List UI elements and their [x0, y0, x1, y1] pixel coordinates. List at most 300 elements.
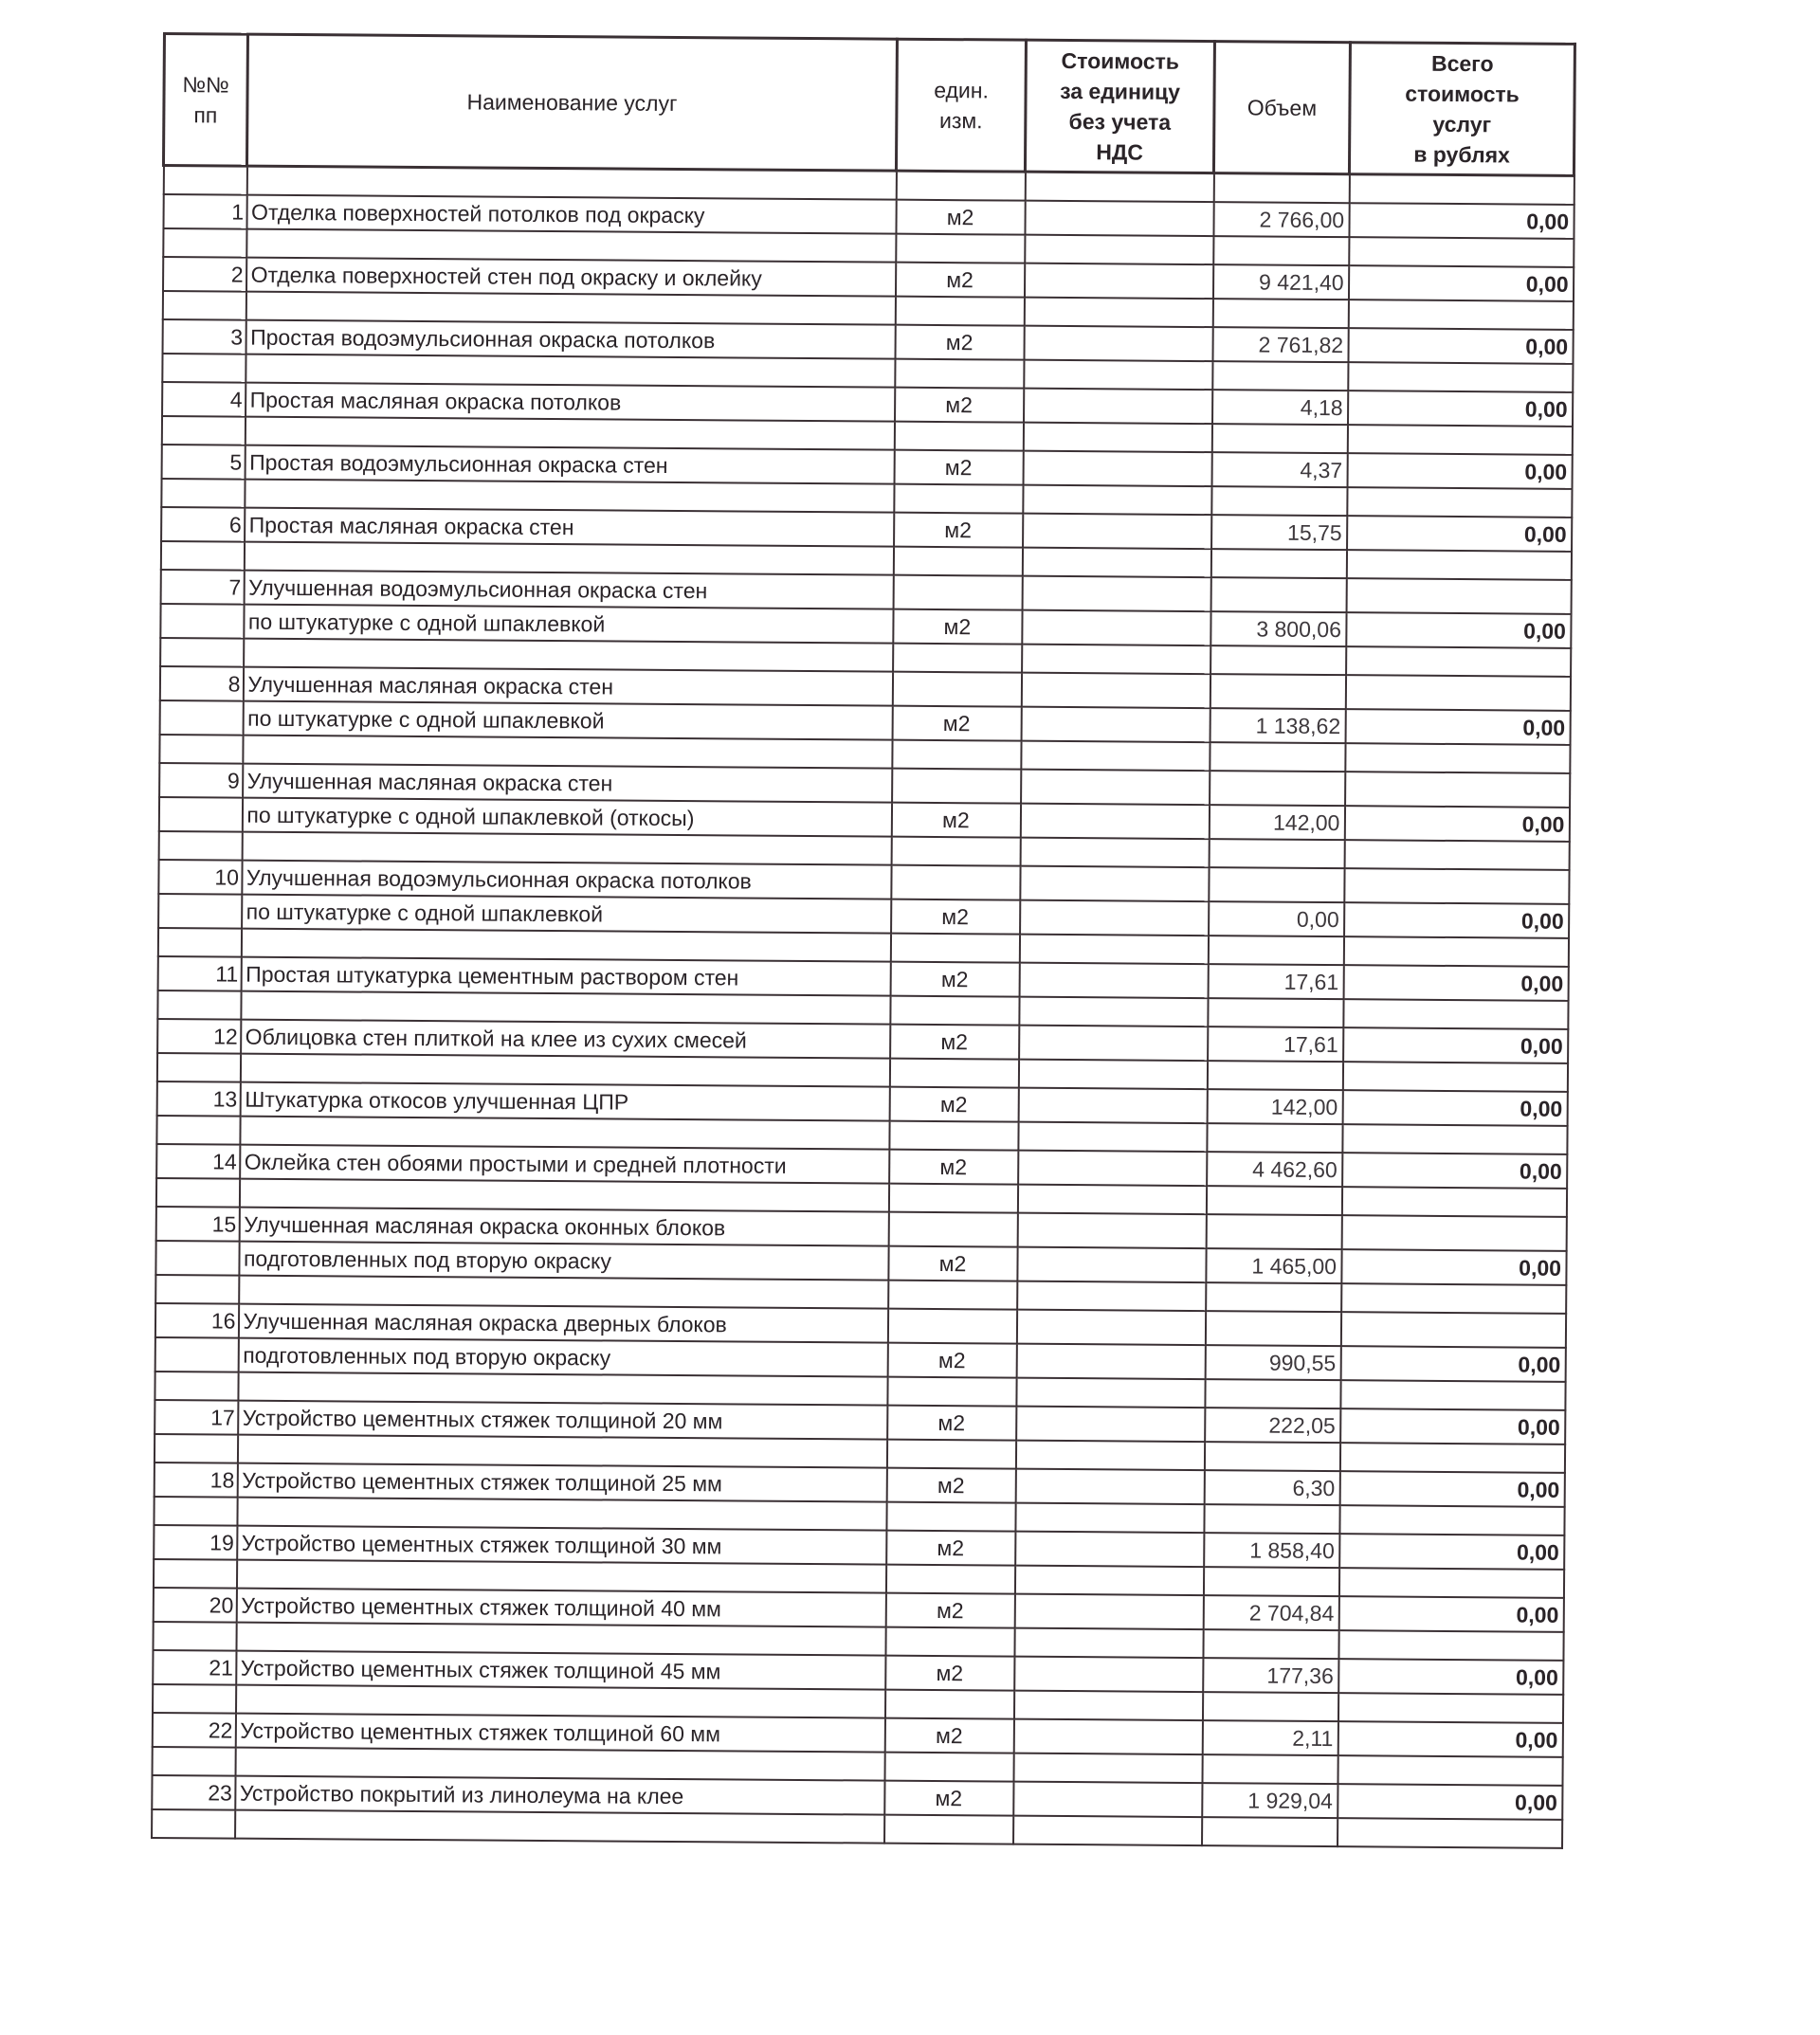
unit-price-cell — [1019, 1026, 1208, 1061]
service-name: подготовленных под вторую окраску — [239, 1242, 888, 1281]
empty-cell — [1344, 840, 1569, 870]
total-cell: 0,00 — [1340, 1346, 1565, 1382]
unit-price-cell — [1019, 963, 1208, 998]
unit-price-cell — [1016, 1344, 1205, 1379]
total-cell: 0,00 — [1342, 1090, 1567, 1126]
empty-cell — [1013, 1816, 1202, 1845]
unit-cell: м2 — [895, 263, 1024, 298]
empty-cell — [886, 1440, 1015, 1469]
unit-price-cell — [1021, 707, 1210, 742]
empty-cell — [157, 990, 241, 1020]
volume-cell: 2,11 — [1202, 1720, 1338, 1755]
empty-cell — [1349, 237, 1574, 267]
empty-cell — [1013, 1753, 1202, 1783]
empty-cell — [1204, 1504, 1339, 1534]
empty-cell — [1020, 866, 1209, 901]
unit-cell: м2 — [884, 1718, 1013, 1753]
volume-cell: 2 761,82 — [1212, 327, 1348, 362]
empty-cell — [1024, 360, 1212, 390]
unit-price-cell — [1014, 1594, 1203, 1629]
header-unit-line: един. — [934, 77, 989, 103]
empty-cell — [1347, 425, 1572, 455]
service-name: Устройство цементных стяжек толщиной 30 мм — [237, 1526, 886, 1565]
empty-cell — [154, 1434, 237, 1463]
unit-price-cell — [1023, 514, 1211, 549]
empty-cell — [894, 484, 1023, 514]
total-cell: 0,00 — [1348, 328, 1573, 364]
empty-cell — [161, 479, 245, 508]
empty-cell — [1348, 362, 1573, 392]
total-cell: 0,00 — [1340, 1408, 1565, 1444]
total-cell: 0,00 — [1339, 1471, 1564, 1507]
total-cell: 0,00 — [1338, 1721, 1562, 1757]
header-num — [163, 34, 247, 167]
empty-cell — [1210, 742, 1345, 772]
empty-cell — [1211, 424, 1347, 453]
service-name: подготовленных под вторую окраску — [238, 1338, 887, 1377]
empty-cell — [156, 1116, 240, 1145]
empty-cell — [1210, 549, 1346, 578]
header-price-line: без учета — [1068, 109, 1172, 135]
empty-cell — [152, 1809, 235, 1839]
service-name: Устройство цементных стяжек толщиной 45 мм — [236, 1651, 885, 1690]
header-price — [1025, 40, 1214, 173]
empty-cell — [1212, 299, 1348, 328]
empty-cell — [886, 1502, 1015, 1532]
empty-cell — [1206, 1214, 1341, 1249]
empty-cell — [887, 1377, 1016, 1407]
empty-cell — [1210, 577, 1346, 612]
total-cell: 0,00 — [1343, 1027, 1568, 1063]
volume-cell: 2 766,00 — [1213, 202, 1349, 237]
empty-cell — [1338, 1755, 1562, 1786]
header-price-line: за единицу — [1060, 78, 1181, 104]
empty-cell — [1207, 1061, 1342, 1090]
empty-cell — [1024, 298, 1212, 327]
row-number: 11 — [157, 956, 241, 991]
empty-cell — [1021, 770, 1210, 805]
total-cell: 0,00 — [1341, 1249, 1566, 1285]
empty-cell — [1346, 550, 1571, 580]
empty-cell — [1016, 1310, 1205, 1345]
total-cell: 0,00 — [1344, 902, 1569, 938]
empty-cell — [1344, 868, 1569, 904]
unit-price-cell — [1023, 451, 1211, 486]
unit-price-cell — [1024, 389, 1212, 424]
empty-cell — [158, 831, 242, 861]
empty-cell — [884, 1815, 1013, 1844]
empty-cell — [1338, 1630, 1563, 1661]
volume-cell: 17,61 — [1208, 1027, 1343, 1062]
volume-cell: 990,55 — [1205, 1345, 1340, 1380]
unit-cell: м2 — [894, 450, 1023, 485]
empty-cell — [1022, 576, 1210, 611]
unit-cell: м2 — [892, 706, 1021, 741]
service-name: Улучшенная водоэмульсионная окраска стен — [244, 571, 893, 609]
unit-price-cell — [1022, 610, 1210, 645]
empty-cell — [895, 359, 1024, 389]
empty-cell — [1346, 578, 1571, 614]
unit-cell: м2 — [887, 1343, 1016, 1378]
header-volume: Объем — [1213, 42, 1350, 174]
row-number: 7 — [160, 570, 244, 605]
empty-cell — [159, 735, 243, 764]
unit-cell: м2 — [896, 200, 1025, 235]
empty-cell — [1013, 1691, 1202, 1720]
empty-cell — [1212, 361, 1348, 391]
unit-cell: м2 — [890, 962, 1019, 997]
row-number: 16 — [155, 1303, 238, 1338]
empty-cell — [1347, 487, 1572, 518]
unit-price-cell — [1018, 1088, 1207, 1123]
empty-cell — [1202, 1817, 1338, 1846]
volume-cell: 6,30 — [1204, 1470, 1339, 1505]
service-name: по штукатурке с одной шпаклевкой — [244, 605, 893, 644]
empty-cell — [1022, 548, 1210, 577]
row-number: 13 — [156, 1081, 240, 1117]
empty-cell — [890, 996, 1019, 1026]
service-name: Улучшенная водоэмульсионная окраска потолков — [242, 861, 891, 899]
empty-cell — [1204, 1442, 1339, 1471]
empty-cell — [235, 1748, 884, 1781]
empty-cell — [155, 1337, 238, 1372]
empty-cell — [1341, 1215, 1566, 1251]
total-cell: 0,00 — [1348, 265, 1573, 301]
row-number: 9 — [159, 763, 243, 798]
row-number: 20 — [153, 1588, 236, 1623]
row-number: 2 — [162, 257, 246, 292]
header-num-line: №№ — [182, 72, 229, 98]
empty-cell — [1025, 235, 1213, 264]
header-total-line: стоимость — [1405, 81, 1520, 107]
empty-cell — [1209, 839, 1344, 868]
unit-cell: м2 — [886, 1531, 1015, 1566]
header-price-line: НДС — [1096, 139, 1143, 165]
total-cell: 0,00 — [1342, 1153, 1567, 1189]
service-name: Отделка поверхностей стен под окраску и оклейку — [246, 258, 895, 297]
volume-cell: 0,00 — [1209, 901, 1344, 936]
empty-cell — [885, 1565, 1014, 1594]
empty-cell — [893, 644, 1022, 673]
empty-cell — [1210, 771, 1345, 806]
empty-cell — [892, 672, 1021, 707]
empty-cell — [1210, 674, 1345, 709]
empty-cell — [1014, 1566, 1203, 1595]
empty-cell — [888, 1184, 1017, 1213]
empty-cell — [160, 541, 244, 571]
empty-cell — [1213, 236, 1349, 265]
total-cell: 0,00 — [1347, 391, 1572, 427]
volume-cell: 15,75 — [1211, 515, 1347, 550]
service-name: Улучшенная масляная окраска дверных блоков — [238, 1304, 887, 1343]
empty-cell — [1349, 174, 1574, 205]
volume-cell: 4,37 — [1211, 452, 1347, 487]
empty-cell — [1206, 1282, 1341, 1312]
empty-cell — [891, 837, 1020, 866]
header-num-line: пп — [193, 102, 218, 128]
volume-cell: 1 929,04 — [1202, 1783, 1338, 1818]
unit-cell: м2 — [887, 1406, 1016, 1441]
empty-cell — [153, 1684, 236, 1714]
empty-cell — [1341, 1283, 1566, 1314]
empty-cell — [1341, 1187, 1566, 1217]
unit-cell: м2 — [885, 1656, 1014, 1691]
empty-cell — [1342, 1062, 1567, 1092]
volume-cell: 3 800,06 — [1210, 611, 1346, 646]
service-name: Устройство цементных стяжек толщиной 20 мм — [238, 1401, 887, 1440]
empty-cell — [156, 1053, 240, 1082]
service-name: по штукатурке с одной шпаклевкой (откосы) — [242, 798, 891, 837]
empty-cell — [1015, 1441, 1204, 1470]
empty-cell — [1019, 997, 1208, 1027]
empty-cell — [1015, 1503, 1204, 1533]
service-name: по штукатурке с одной шпаклевкой — [242, 895, 891, 934]
empty-cell — [1211, 486, 1347, 516]
unit-price-cell — [1015, 1532, 1204, 1567]
empty-cell — [1203, 1629, 1338, 1659]
empty-cell — [891, 865, 1020, 900]
volume-cell: 4,18 — [1212, 390, 1348, 425]
empty-cell — [1017, 1185, 1206, 1214]
empty-cell — [1017, 1281, 1206, 1311]
unit-cell: м2 — [889, 1150, 1018, 1185]
total-cell: 0,00 — [1344, 806, 1569, 842]
empty-cell — [157, 928, 241, 957]
unit-cell: м2 — [884, 1781, 1013, 1816]
service-name: Простая масляная окраска потолков — [246, 383, 895, 422]
volume-cell: 1 138,62 — [1210, 708, 1345, 743]
empty-cell — [1020, 838, 1209, 867]
service-name: Простая водоэмульсионная окраска потолков — [246, 320, 895, 359]
service-name: Устройство цементных стяжек толщиной 60 мм — [235, 1714, 884, 1753]
empty-cell — [888, 1281, 1017, 1310]
unit-cell: м2 — [895, 325, 1024, 360]
empty-cell — [888, 1212, 1017, 1247]
volume-cell: 1 858,40 — [1204, 1533, 1339, 1568]
empty-cell — [884, 1753, 1013, 1782]
row-number: 8 — [159, 666, 243, 701]
unit-cell: м2 — [890, 1025, 1019, 1060]
empty-cell — [1202, 1692, 1338, 1721]
unit-price-cell — [1015, 1469, 1204, 1504]
header-total-line: Всего — [1430, 50, 1494, 77]
empty-cell — [884, 1690, 1013, 1719]
total-cell: 0,00 — [1347, 453, 1572, 489]
service-name: Устройство цементных стяжек толщиной 40 мм — [236, 1589, 885, 1627]
header-total-line: в рублях — [1413, 141, 1510, 168]
row-number: 19 — [154, 1525, 237, 1560]
empty-cell — [1343, 936, 1568, 967]
service-name: Улучшенная масляная окраска оконных блоков — [239, 1208, 888, 1246]
header-total — [1349, 43, 1574, 176]
row-number: 21 — [153, 1650, 236, 1685]
empty-cell — [1205, 1379, 1340, 1408]
unit-price-cell — [1016, 1407, 1205, 1442]
header-price-line: Стоимость — [1061, 47, 1180, 74]
empty-cell — [1021, 741, 1210, 771]
empty-cell — [1014, 1628, 1203, 1658]
empty-cell — [1348, 300, 1573, 330]
empty-cell — [160, 604, 244, 639]
row-number: 1 — [163, 194, 246, 229]
empty-cell — [161, 416, 245, 445]
empty-cell — [153, 1622, 236, 1651]
row-number: 6 — [161, 507, 245, 542]
empty-cell — [1209, 867, 1344, 902]
unit-price-cell — [1020, 804, 1209, 839]
row-number: 18 — [154, 1463, 237, 1498]
unit-price-cell — [1024, 326, 1212, 361]
empty-cell — [1343, 999, 1568, 1029]
total-cell: 0,00 — [1346, 612, 1571, 648]
unit-price-cell — [1020, 900, 1209, 936]
empty-cell — [887, 1309, 1016, 1344]
volume-cell: 17,61 — [1208, 964, 1343, 999]
empty-cell — [1207, 1123, 1342, 1153]
service-name: Оклейка стен обоями простыми и средней плотности — [240, 1145, 889, 1184]
empty-cell — [1021, 673, 1210, 708]
empty-cell — [1340, 1380, 1565, 1410]
empty-cell — [1018, 1060, 1207, 1089]
service-name: Улучшенная масляная окраска стен — [243, 764, 892, 803]
empty-cell — [1023, 423, 1211, 452]
empty-cell — [893, 575, 1022, 610]
unit-cell: м2 — [894, 513, 1023, 548]
empty-cell — [158, 797, 242, 832]
volume-cell: 9 421,40 — [1212, 264, 1348, 300]
unit-cell: м2 — [893, 609, 1022, 645]
row-number: 5 — [161, 445, 245, 480]
empty-cell — [892, 769, 1021, 804]
total-cell: 0,00 — [1347, 516, 1572, 552]
total-cell: 0,00 — [1339, 1534, 1564, 1570]
empty-cell — [1208, 936, 1343, 965]
header-unit — [896, 39, 1026, 172]
row-number: 4 — [162, 382, 246, 417]
empty-cell — [1346, 646, 1571, 677]
unit-price-cell — [1017, 1247, 1206, 1282]
empty-cell — [155, 1241, 239, 1276]
unit-cell: м2 — [886, 1468, 1015, 1503]
empty-cell — [1019, 935, 1208, 964]
empty-cell — [1018, 1122, 1207, 1152]
empty-cell — [894, 422, 1023, 451]
row-number: 15 — [155, 1207, 239, 1242]
empty-cell — [896, 171, 1025, 200]
empty-cell — [889, 1121, 1018, 1151]
empty-cell — [163, 166, 246, 195]
row-number: 23 — [152, 1775, 235, 1810]
empty-cell — [235, 1810, 884, 1844]
row-number: 12 — [157, 1019, 241, 1054]
volume-cell: 222,05 — [1205, 1408, 1340, 1443]
empty-cell — [1345, 772, 1570, 808]
empty-cell — [153, 1559, 236, 1589]
total-cell: 0,00 — [1338, 1784, 1562, 1820]
empty-cell — [162, 291, 246, 320]
empty-cell — [1022, 645, 1210, 674]
service-name: Отделка поверхностей потолков под окраску — [246, 195, 896, 234]
empty-cell — [889, 1059, 1018, 1088]
empty-cell — [885, 1627, 1014, 1657]
services-table — [150, 32, 1576, 1849]
volume-cell: 2 704,84 — [1203, 1595, 1338, 1630]
empty-cell — [1017, 1213, 1206, 1248]
empty-cell — [1205, 1311, 1340, 1346]
empty-cell — [1339, 1505, 1564, 1535]
service-name: Простая масляная окраска стен — [245, 508, 894, 547]
service-name: Устройство цементных стяжек толщиной 25 мм — [237, 1463, 886, 1502]
empty-cell — [155, 1372, 238, 1401]
empty-cell — [1338, 1568, 1563, 1598]
empty-cell — [896, 234, 1025, 263]
services-document — [150, 32, 1574, 1849]
header-unit-line: изм. — [938, 108, 983, 134]
empty-cell — [895, 297, 1024, 326]
row-number: 17 — [155, 1400, 238, 1435]
empty-cell — [1213, 173, 1349, 204]
empty-cell — [158, 894, 242, 929]
header-name: Наименование услуг — [246, 34, 897, 171]
empty-cell — [892, 740, 1021, 770]
unit-price-cell — [1013, 1719, 1202, 1754]
empty-cell — [155, 1178, 239, 1208]
empty-cell — [159, 700, 243, 736]
empty-cell — [1340, 1312, 1565, 1348]
service-name: Улучшенная масляная окраска стен — [243, 667, 892, 706]
empty-cell — [1210, 645, 1346, 675]
volume-cell: 142,00 — [1209, 805, 1344, 840]
service-name: Устройство покрытий из линолеума на клее — [235, 1776, 884, 1815]
unit-price-cell — [1014, 1657, 1203, 1692]
empty-cell — [1342, 1124, 1567, 1154]
empty-cell — [155, 1275, 239, 1304]
empty-cell — [1016, 1378, 1205, 1408]
unit-cell: м2 — [889, 1087, 1018, 1122]
empty-cell — [163, 228, 246, 258]
table-header-row — [163, 34, 1574, 176]
total-cell: 0,00 — [1338, 1596, 1563, 1632]
unit-cell: м2 — [891, 803, 1020, 838]
unit-cell: м2 — [885, 1593, 1014, 1628]
empty-cell — [152, 1747, 235, 1776]
volume-cell: 4 462,60 — [1207, 1152, 1342, 1187]
empty-cell — [1206, 1186, 1341, 1215]
total-cell: 0,00 — [1343, 965, 1568, 1001]
empty-cell — [1025, 172, 1213, 202]
row-number: 10 — [158, 860, 242, 895]
empty-cell — [1345, 743, 1570, 773]
empty-cell — [1203, 1567, 1338, 1596]
total-cell: 0,00 — [1345, 709, 1570, 745]
unit-price-cell — [1018, 1151, 1207, 1186]
total-cell: 0,00 — [1338, 1659, 1563, 1695]
table-body — [152, 166, 1574, 1848]
empty-cell — [160, 638, 244, 667]
unit-cell: м2 — [888, 1246, 1017, 1281]
empty-cell — [1338, 1818, 1562, 1848]
service-name: Простая штукатурка цементным раствором стен — [241, 957, 890, 996]
service-name: Штукатурка откосов улучшенная ЦПР — [240, 1082, 889, 1121]
empty-cell — [1339, 1443, 1564, 1473]
volume-cell: 177,36 — [1203, 1658, 1338, 1693]
volume-cell: 142,00 — [1207, 1089, 1342, 1124]
service-name: Облицовка стен плиткой на клее из сухих смесей — [241, 1020, 890, 1059]
row-number: 14 — [156, 1144, 240, 1179]
unit-price-cell — [1025, 201, 1213, 236]
service-name: Простая водоэмульсионная окраска стен — [245, 445, 894, 484]
service-name: по штукатурке с одной шпаклевкой — [243, 701, 892, 740]
